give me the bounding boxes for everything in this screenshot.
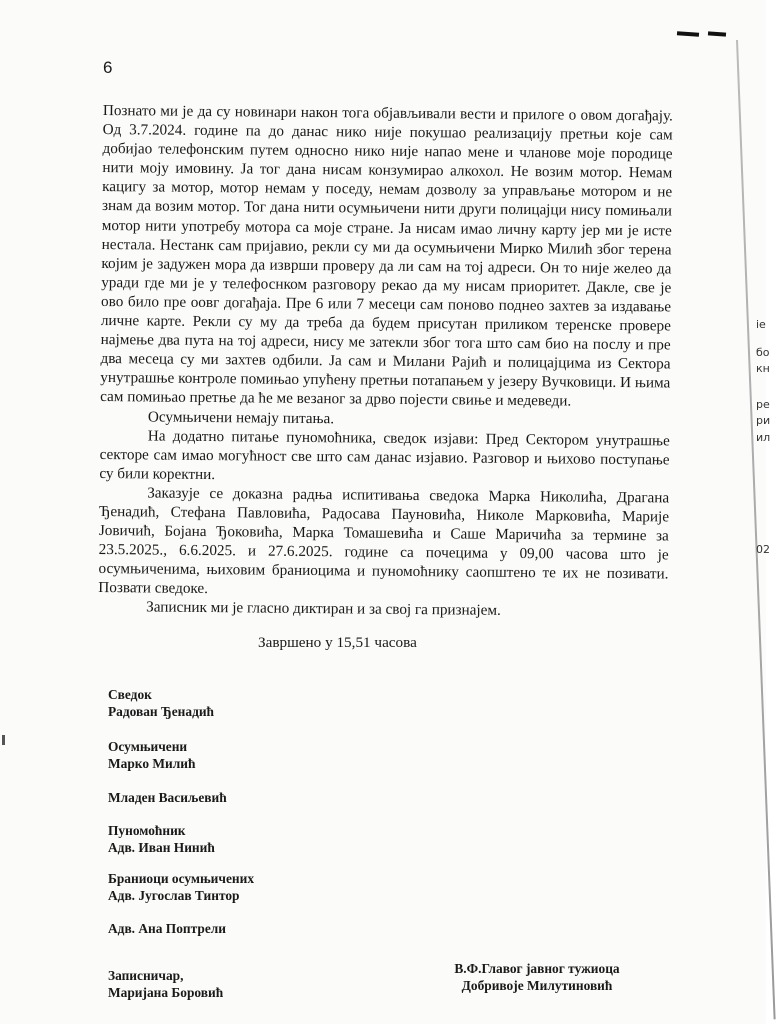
suspects-role: Осумњичени — [108, 739, 188, 754]
recorder-name: Маријана Боровић — [108, 985, 224, 1000]
defender-2-name: Адв. Ана Поптрели — [108, 921, 226, 936]
paragraph-dictation: Записник ми је гласно диктиран и за свој га признајем. — [146, 598, 501, 620]
proxy-role: Пуномоћник — [108, 823, 186, 838]
edge-fragment: ил — [756, 431, 771, 444]
finished-time: Завршено у 15,51 часова — [258, 634, 417, 651]
proxy-signature-block — [108, 822, 215, 856]
page-edge-shadow — [736, 40, 776, 1019]
margin-mark — [2, 735, 5, 745]
edge-mark — [708, 31, 726, 36]
prosecutor-name: Добривоје Милутиновић — [461, 978, 613, 993]
witness-name: Радован Ђенадић — [108, 704, 215, 719]
edge-fragment: ie — [756, 318, 766, 331]
proxy-name: Адв. Иван Нинић — [108, 840, 215, 855]
defenders-role: Браниоци осумњичених — [108, 871, 255, 886]
edge-fragment: ри — [756, 414, 771, 427]
suspect-2-name: Младен Васиљевић — [108, 790, 227, 805]
suspects-signature-block — [108, 738, 195, 772]
paragraph-suspects-no-questions: Осумњичени немају питања. — [147, 407, 335, 427]
edge-fragment: бо — [756, 346, 770, 359]
witness-signature-block — [108, 686, 214, 720]
recorder-signature-block — [108, 967, 223, 1001]
edge-fragment: 02 — [756, 543, 770, 556]
defender-2-signature — [108, 920, 226, 937]
paragraph-testimony: Познато ми је да су новинари након тога објављивали вести и прилоге о овом догађају. Од 3.7.2024. године па до данас нико није покушао реализацију претњи које сам добијао телефонским путем односно нико није напао мене и чланове моје породице нити моју имовину. Ја тог дана нисам конзумирао алкохол. Не возим мотор. Немам кацигу за мотор, мотор немам у поседу, немам дозволу за управљање мотором и не знам да возим мотор. Тог дана нити осумњичени нити други полицајци нису помињали мотор нити употребу мотора са моје стране. Ја нисам имао личну карту јер ми је исте нестала. Нестанк сам пријавио, рекли су ми да осумњичени Мирко Милић због терена којим је задужен мора да изврши проверу да ли сам на тој адреси. Он то није желео да уради где ми је у телефоснком разговору рекао да му нисам приоритет. Дакле, све је ово било пре оовг догађаја. Пре 6 или 7 месеци сам поново поднео захтев за издавање личне карте. Рекли су му да треба да будем присутан приликом теренске провере најмење два пута на тој адреси, нису ме затекли због тога што сам био на послу и пре два месеца су ми захтев одбили. Ја сам и Милани Рајић и полицајцима из Сектора унутрашње контроле помињао упућену претњи потапањем у језеру Вучковици. И њима сам помињао претње да ће ме везаног за дрво појести свиње и медеведи. — [100, 101, 673, 410]
prosecutor-role: В.Ф.Главог јавног тужиоца — [454, 961, 620, 976]
witness-role: Сведок — [108, 687, 152, 702]
defenders-signature-block — [108, 870, 254, 904]
prosecutor-signature-block — [432, 960, 642, 994]
recorder-role: Записничар, — [108, 968, 184, 983]
page-number: 6 — [103, 58, 113, 77]
defender-1-name: Адв. Југослав Тинтор — [108, 888, 240, 903]
edge-fragment: ре — [756, 398, 770, 411]
edge-fragment: кн — [756, 362, 770, 375]
edge-mark — [677, 31, 699, 37]
statement-body — [98, 101, 673, 622]
paragraph-proxy-question: На додатно питање пуномоћника, сведок изјави: Пред Сектором унутрашње секторе сам имао могућност све што сам данас изјавио. Разговор и њихово поступање су били коректни. — [99, 427, 670, 483]
suspect-2-signature — [108, 789, 227, 806]
paragraph-scheduling: Заказује се доказна радња испитивања сведока Марка Николића, Драгана Ђенадић, Стефана Павловића, Радосава Пауновића, Николе Марковића, Марије Јовичић, Бојана Ђоковића, Марка Томашевића и Саше Маричића за термине за 23.5.2025., 6.6.2025. и 27.6.2025. године са почецима у 09,00 часова што је осумњиченима, њиховим браниоцима и пуномоћнику саопштено те их не позивати. Позвати сведоке. — [98, 484, 670, 598]
suspect-1-name: Марко Милић — [108, 756, 196, 771]
